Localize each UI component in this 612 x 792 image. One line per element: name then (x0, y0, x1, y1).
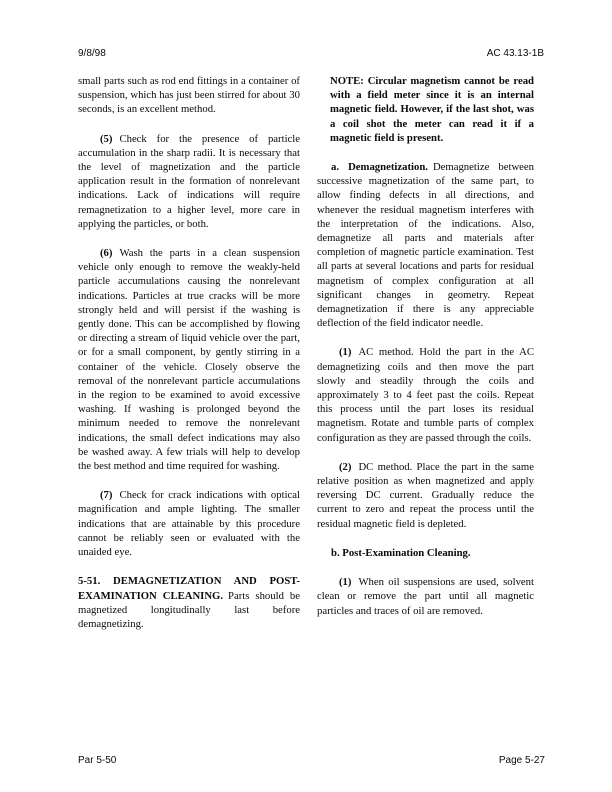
paragraph-a (317, 160, 534, 330)
paragraph-a1 (317, 345, 534, 444)
paragraph-b1-number: (1) (339, 576, 352, 589)
paragraph-a2 (317, 460, 534, 531)
paragraph-b-heading-text: b. Post-Examination Cleaning. (331, 546, 471, 559)
paragraph-5-text: Check for the presence of particle accumulation in the sharp radii. It is necessary that the level of magnetization and the particle application result in the formation of nonrelevant indications. Lack of indications will require remagnetization to a higher level, more care in applying the particles, or both. (78, 132, 300, 230)
paragraph-b1 (317, 575, 534, 618)
note-block: NOTE: Circular magnetism cannot be read with a field meter since it is an internal magnetic field. However, if the last shot, was a coil shot the meter can read it if a magnetic field is present. (330, 75, 534, 144)
paragraph-b1-text: When oil suspensions are used, solvent clean or remove the part until all magnetic particles and traces of oil are removed. (317, 576, 534, 617)
footer-par-number: Par 5-50 (78, 755, 117, 766)
paragraph-5-number: (5) (100, 132, 113, 145)
paragraph-intro: small parts such as rod end fittings in a container of suspension, which has just been stirred for about 30 seconds, is an excellent method. (78, 75, 300, 116)
right-column (317, 74, 534, 631)
footer-page-number: Page 5-27 (498, 755, 545, 766)
paragraph-a2-number: (2) (339, 460, 352, 473)
paragraph-6-text: Wash the parts in a clean suspension vehicle only enough to remove the weakly-held particle accumulations causing the nonrelevant indications. Particles at true cracks will be more strongly held and will persist if the washing is gently done. This can be accomplished by flowing or directing a stream of liquid vehicle over the part, or for a small component, by gently stirring in a container of the vehicle. Closely observe the removal of the nonrelevant particle accumulations in the region to be examined to avoid excessive washing. If washing is prolonged beyond the minimum needed to remove the nonrelevant indications, the small defect indications may also be washed away. A few trials will help to develop the best method and time required for washing. (78, 247, 300, 473)
paragraph-7-text: Check for crack indications with optical magnification and ample lighting. The smaller indications that are attainable by this procedure cannot be reliably seen or evaluated with the unaided eye. (78, 489, 300, 559)
paragraph-7-number: (7) (100, 489, 113, 502)
paragraph-6-number: (6) (100, 247, 113, 260)
left-column (78, 74, 300, 631)
page-header (78, 48, 544, 60)
paragraph-6 (78, 246, 300, 473)
section-5-51 (78, 574, 300, 631)
paragraph-7 (78, 488, 300, 559)
section-5-51-text: Parts should be magnetized longitudinally last before demagnetizing. (78, 589, 301, 630)
header-doc-number: AC 43.13-1B (486, 48, 544, 59)
paragraph-a1-number: (1) (339, 346, 352, 359)
section-5-51-heading: 5-51. DEMAGNETIZATION AND POST-EXAMINATION CLEANING. (78, 575, 300, 602)
paragraph-5 (78, 132, 300, 231)
paragraph-a-heading: a. Demagnetization. (331, 161, 428, 174)
paragraph-a2-text: DC method. Place the part in the same relative position as when magnetized and apply reversing DC current. Gradually reduce the current to zero and repeat the process until the residual magnetic field is depleted. (317, 460, 534, 530)
paragraph-a-text: Demagnetize between successive magnetization of the same part, to allow finding defects in all directions, and whenever the residual magnetism interferes with the interpretation of the indications. Also, demagnetize all parts and materials after completion of magnetic particle examination. Test all parts at several locations and parts for residual magnetism of complex configuration at all significant changes in geometry. Repeat demagnetization if there is any appreciable deflection of the field indicator needle. (317, 161, 534, 330)
header-date: 9/8/98 (78, 48, 106, 59)
page-footer (78, 755, 545, 767)
paragraph-b-heading (317, 546, 534, 560)
body-columns (78, 74, 534, 631)
paragraph-a1-text: AC method. Hold the part in the AC demagnetizing coils and then move the part slowly and steadily through the coils and approximately 3 to 4 feet past the coils. Repeat this process until the part loses its residual magnetism. Rotate and tumble parts of complex configuration as they are passed through the coils. (317, 346, 534, 444)
